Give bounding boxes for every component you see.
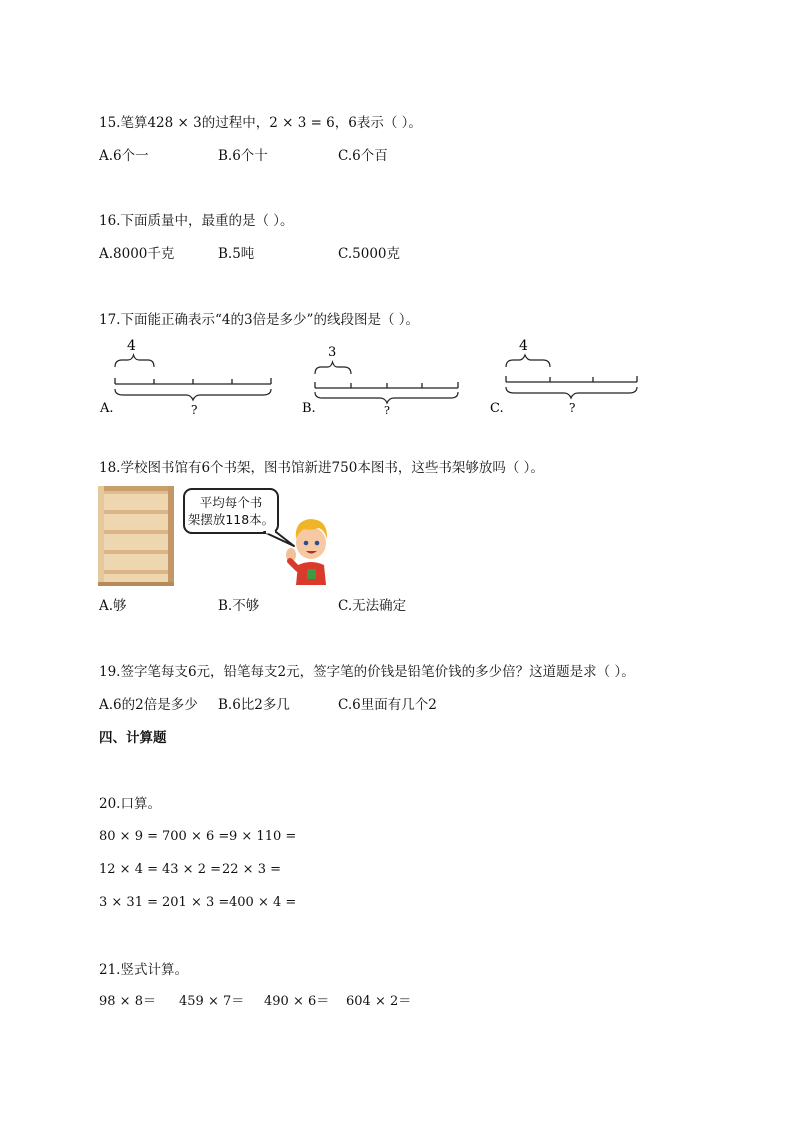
question-19-stem: 19.签字笔每支6元，铅笔每支2元，签字笔的价钱是铅笔价钱的多少倍？这道题是求（ ）。 bbox=[99, 664, 635, 680]
mental-math-item: 201 × 3 = bbox=[162, 895, 230, 910]
diagram-a-top-label: 4 bbox=[127, 338, 136, 354]
mental-math-item: 400 × 4 = bbox=[229, 895, 297, 910]
question-18-option-c: C.无法确定 bbox=[338, 598, 407, 614]
diagram-c-bottom-label: ? bbox=[569, 401, 576, 415]
question-15-option-b: B.6个十 bbox=[218, 148, 268, 164]
question-16-option-c: C.5000克 bbox=[338, 246, 400, 262]
diagram-b-bottom-label: ? bbox=[384, 404, 390, 417]
diagram-c-top-label: 4 bbox=[519, 338, 528, 354]
line-diagram-a bbox=[96, 336, 286, 422]
question-19-option-b: B.6比2多几 bbox=[218, 697, 290, 713]
mental-math-item: 700 × 6 = bbox=[162, 829, 230, 844]
line-diagram-c bbox=[488, 334, 643, 422]
vertical-calc-item: 490 × 6＝ bbox=[264, 994, 330, 1009]
section-title-calculation: 四、计算题 bbox=[99, 730, 167, 746]
question-18-option-b: B.不够 bbox=[218, 598, 260, 614]
mental-math-item: 12 × 4 = bbox=[99, 862, 158, 877]
question-18-option-a: A.够 bbox=[99, 598, 127, 614]
question-15-option-a: A.6个一 bbox=[99, 148, 149, 164]
question-19-option-a: A.6的2倍是多少 bbox=[99, 697, 198, 713]
bubble-line-1: 平均每个书 bbox=[199, 495, 263, 510]
vertical-calc-item: 604 × 2＝ bbox=[346, 994, 412, 1009]
mental-math-item: 22 × 3 = bbox=[222, 862, 281, 877]
question-18-stem: 18.学校图书馆有6个书架，图书馆新进750本图书，这些书架够放吗（ ）。 bbox=[99, 460, 544, 476]
bubble-line-2: 架摆放118本。 bbox=[187, 512, 275, 527]
bookshelf-illustration bbox=[98, 486, 174, 586]
vertical-calc-item: 459 × 7＝ bbox=[179, 994, 245, 1009]
mental-math-item: 80 × 9 = bbox=[99, 829, 158, 844]
diagram-c-letter: C. bbox=[490, 401, 504, 416]
question-19-option-c: C.6里面有几个2 bbox=[338, 697, 437, 713]
diagram-a-bottom-label: ? bbox=[191, 403, 198, 417]
diagram-b-top-label: 3 bbox=[328, 345, 337, 360]
question-20-stem: 20.口算。 bbox=[99, 796, 161, 812]
mental-math-item: 43 × 2 = bbox=[162, 862, 221, 877]
vertical-calc-item: 98 × 8＝ bbox=[99, 994, 156, 1009]
question-17-stem: 17.下面能正确表示“4的3倍是多少”的线段图是（ ）。 bbox=[99, 312, 419, 328]
question-16-stem: 16.下面质量中，最重的是（ ）。 bbox=[99, 213, 294, 229]
diagram-b-letter: B. bbox=[302, 401, 316, 416]
question-15-option-c: C.6个百 bbox=[338, 148, 388, 164]
line-diagram-b bbox=[298, 336, 463, 422]
diagram-a-letter: A. bbox=[100, 401, 114, 416]
boy-illustration bbox=[284, 513, 338, 587]
question-21-stem: 21.竖式计算。 bbox=[99, 962, 188, 978]
mental-math-item: 9 × 110 = bbox=[229, 829, 297, 844]
question-15-stem: 15.笔算428 × 3的过程中，2 × 3 = 6，6表示（ ）。 bbox=[99, 115, 422, 131]
mental-math-item: 3 × 31 = bbox=[99, 895, 158, 910]
question-16-option-b: B.5吨 bbox=[218, 246, 255, 262]
question-16-option-a: A.8000千克 bbox=[99, 246, 175, 262]
